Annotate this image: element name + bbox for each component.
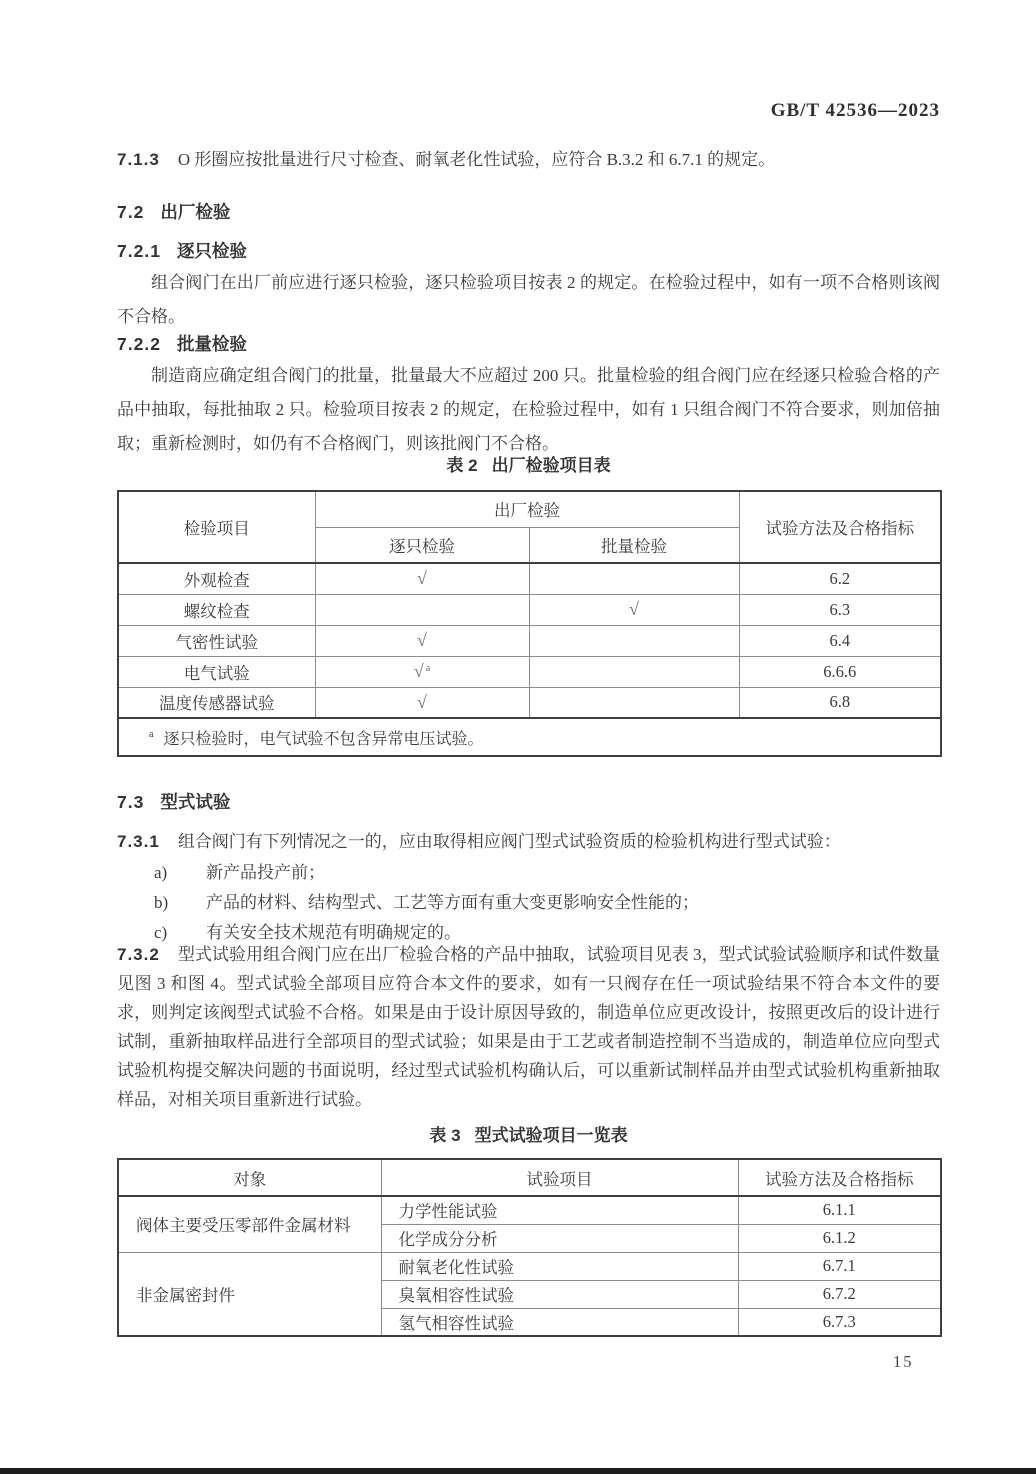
section-heading-7-2 <box>117 199 940 224</box>
section-number: 7.3 <box>117 792 145 812</box>
cell-item: 螺纹检查 <box>118 594 315 625</box>
table-2-footnote-row <box>118 718 941 756</box>
cell-batch <box>529 625 739 656</box>
cell-method: 6.1.2 <box>738 1224 941 1252</box>
table-2-title-text: 出厂检验项目表 <box>491 456 611 475</box>
checkmark: √ <box>417 568 427 589</box>
cell-each <box>315 594 529 625</box>
clause-number: 7.3.2 <box>117 945 160 964</box>
list-item-b <box>117 888 940 918</box>
list-item-text: 产品的材料、结构型式、工艺等方面有重大变更影响安全性能的； <box>206 893 699 912</box>
cell-test-item: 氢气相容性试验 <box>381 1308 738 1336</box>
section-heading-7-2-1 <box>117 238 940 263</box>
header-cell-factory-inspection: 出厂检验 <box>315 491 739 527</box>
table-2-factory-inspection <box>117 490 942 757</box>
list-item-text: 新产品投产前； <box>206 863 325 882</box>
table-3-title-text: 型式试验项目一览表 <box>474 1126 628 1145</box>
header-cell-each-unit: 逐只检验 <box>315 527 529 563</box>
clause-7-3-1 <box>117 830 940 854</box>
cell-batch <box>529 687 739 718</box>
clause-7-3-2 <box>117 940 940 1114</box>
cell-object-metal-parts: 阀体主要受压零部件金属材料 <box>118 1196 381 1252</box>
cell-method: 6.7.3 <box>738 1308 941 1336</box>
header-cell-batch: 批量检验 <box>529 527 739 563</box>
paragraph-7-2-1: 组合阀门在出厂前应进行逐只检验，逐只检验项目按表 2 的规定。在检验过程中，如有一项不合格则该阀不合格。 <box>117 273 940 326</box>
checkmark: √ <box>417 691 427 712</box>
table-row <box>118 656 941 687</box>
section-title: 批量检验 <box>176 334 247 354</box>
footnote-marker: a <box>149 729 154 741</box>
section-number: 7.2 <box>117 202 145 222</box>
clause-number: 7.3.1 <box>117 832 160 851</box>
section-title: 出厂检验 <box>160 202 231 222</box>
checkmark: √ <box>629 599 639 619</box>
section-title: 逐只检验 <box>176 241 247 261</box>
table-row <box>118 687 941 718</box>
table-2-title <box>117 451 940 476</box>
cell-item: 温度传感器试验 <box>118 687 315 718</box>
cell-item: 外观检查 <box>118 563 315 594</box>
cell-test-item: 耐氧老化性试验 <box>381 1252 738 1280</box>
clause-text: O 形圈应按批量进行尺寸检查、耐氧老化性试验，应符合 B.3.2 和 6.7.1 的规定。 <box>177 150 776 169</box>
scan-edge-strip <box>0 1468 1036 1474</box>
clause-7-1-3 <box>117 148 940 172</box>
cell-batch <box>529 656 739 687</box>
cell-object-nonmetal-seals: 非金属密封件 <box>118 1252 381 1336</box>
table-row <box>118 625 941 656</box>
footnote-marker: a <box>425 662 431 674</box>
cell-method: 6.7.2 <box>738 1280 941 1308</box>
table-3-title <box>117 1121 940 1146</box>
table-3-label: 表 3 <box>429 1126 461 1145</box>
cell-method: 6.6.6 <box>739 656 941 687</box>
table-row <box>118 1196 941 1224</box>
list-item-text: 有关安全技术规范有明确规定的。 <box>206 923 461 942</box>
checkmark: √ <box>417 630 427 650</box>
table-3-type-test <box>117 1158 942 1337</box>
footnote-text: 逐只检验时，电气试验不包含异常电压试验。 <box>163 730 484 748</box>
section-number: 7.2.1 <box>117 241 161 261</box>
cell-method: 6.1.1 <box>738 1196 941 1224</box>
section-title: 型式试验 <box>160 792 231 812</box>
cell-item: 电气试验 <box>118 656 315 687</box>
paragraph-7-2-2: 制造商应确定组合阀门的批量，批量最大不应超过 200 只。批量检验的组合阀门应在经逐只检验合格的产品中抽取，每批抽取 2 只。检验项目按表 2 的规定，在检验过程中，如有 1 只组合阀门不符合要求，则加倍抽取；重新检测时，如仍有不合格阀门，则该批阀门不合格。 <box>117 366 940 453</box>
cell-test-item: 臭氧相容性试验 <box>381 1280 738 1308</box>
clause-text: 型式试验用组合阀门应在出厂检验合格的产品中抽取，试验项目见表 3，型式试验试验顺序和试件数量见图 3 和图 4。型式试验全部项目应符合本文件的要求，如有一只阀存在任一项试验结果不符合本文件的要求，则判定该阀型式试验不合格。如果是由于设计原因导致的，制造单位应更改设计，按照更改后的设计进行试制，重新抽取样品进行全部项目的型式试验；如果是由于工艺或者制造控制不当造成的，制造单位应向型式试验机构提交解决问题的书面说明，经过型式试验机构确认后，可以重新试制样品并由型式试验机构重新抽取样品，对相关项目重新进行试验。 <box>117 945 940 1109</box>
table-3-header-row <box>118 1159 941 1196</box>
list-item-label: c) <box>154 923 168 942</box>
cell-method: 6.2 <box>739 563 941 594</box>
cell-batch <box>529 563 739 594</box>
standard-number: GB/T 42536—2023 <box>770 100 940 121</box>
table-row <box>118 594 941 625</box>
cell-method: 6.3 <box>739 594 941 625</box>
table-row <box>118 1252 941 1280</box>
header-cell-method: 试验方法及合格指标 <box>739 491 941 563</box>
table-row <box>118 563 941 594</box>
list-item-label: a) <box>154 863 168 882</box>
section-number: 7.2.2 <box>117 334 161 354</box>
clause-text: 组合阀门有下列情况之一的，应由取得相应阀门型式试验资质的检验机构进行型式试验： <box>177 832 841 851</box>
cell-test-item: 力学性能试验 <box>381 1196 738 1224</box>
cell-item: 气密性试验 <box>118 625 315 656</box>
header-cell-method: 试验方法及合格指标 <box>738 1159 941 1196</box>
table-2-footnote <box>118 718 941 756</box>
table-2-header-row-1 <box>118 491 941 527</box>
header-cell-test-item: 试验项目 <box>381 1159 738 1196</box>
page-number: 15 <box>893 1352 914 1371</box>
table-2-label: 表 2 <box>446 456 478 475</box>
checkmark: √ <box>413 661 424 681</box>
cell-method: 6.7.1 <box>738 1252 941 1280</box>
clause-number: 7.1.3 <box>117 150 160 169</box>
header-cell-object: 对象 <box>118 1159 381 1196</box>
cell-test-item: 化学成分分析 <box>381 1224 738 1252</box>
list-item-a <box>117 858 940 888</box>
cell-method: 6.8 <box>739 687 941 718</box>
clause-7-3-1-list <box>117 858 940 948</box>
section-heading-7-2-2 <box>117 331 940 356</box>
header-cell-item: 检验项目 <box>118 491 315 563</box>
section-heading-7-3 <box>117 789 940 814</box>
cell-method: 6.4 <box>739 625 941 656</box>
list-item-label: b) <box>154 893 169 912</box>
